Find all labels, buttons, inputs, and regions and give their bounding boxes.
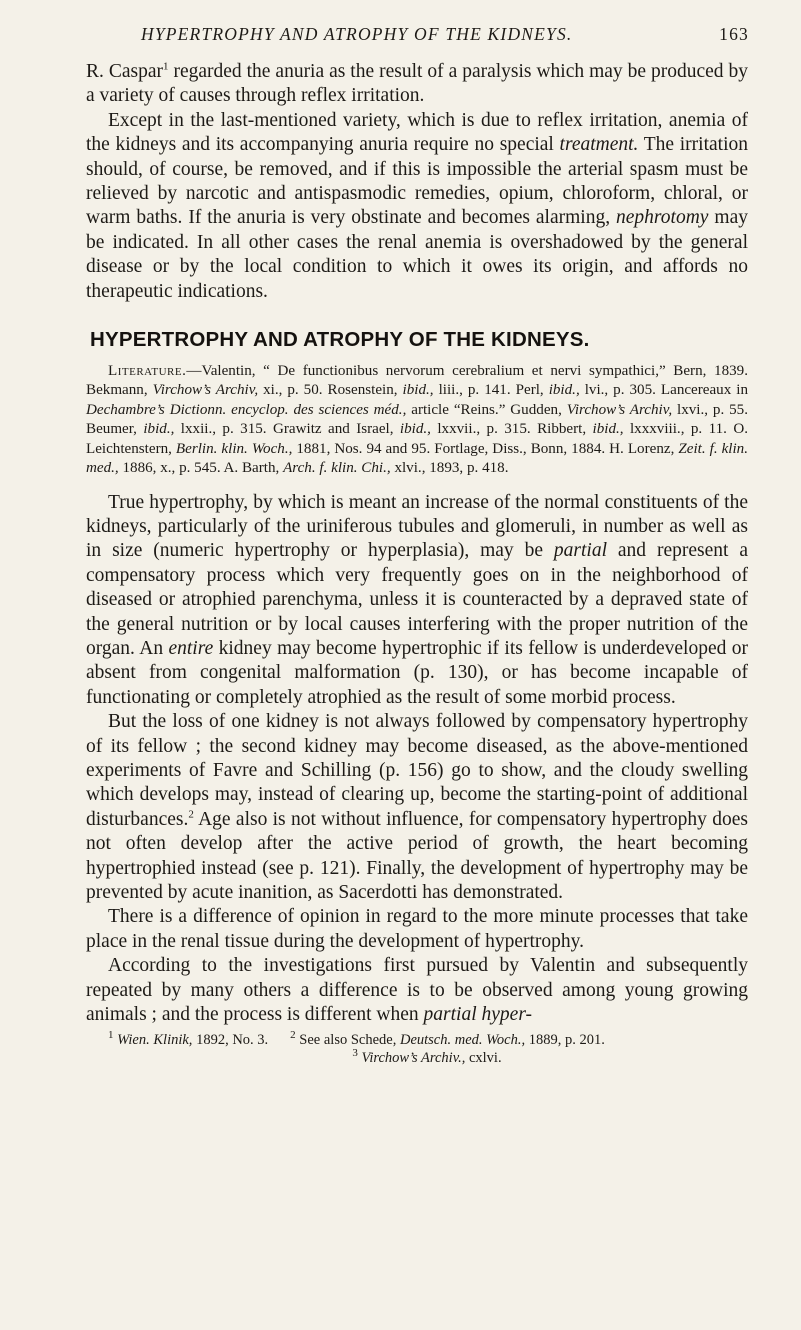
footnote-1-source: Wien. Klinik, <box>117 1032 193 1049</box>
paragraph-caspar <box>86 60 748 109</box>
footnote-3-source: Virchow’s Archiv., <box>361 1050 466 1067</box>
paragraph-loss-of-kidney <box>86 710 748 905</box>
literature-label: Literature. <box>108 363 187 380</box>
italic-treatment: treatment. <box>559 134 639 156</box>
footnote-2-source: Deutsch. med. Woch., <box>399 1032 526 1049</box>
para2-text-a: Except in the last-mentioned variety, which is due to reflex irritation, anemia of the kidneys and its accompanying anuria require no special <box>86 109 748 156</box>
footnote-3-text: cxlvi. <box>465 1050 502 1067</box>
footnote-marker-1: 1 <box>108 1029 114 1042</box>
lit-text: 1881, Nos. 94 and 95. Fortlage, Diss., Bonn, 1884. H. Lorenz, <box>292 440 679 457</box>
lit-text: lvi., p. 305. Lancereaux in <box>579 382 749 399</box>
para1-text-b: regarded the anuria as the result of a paralysis which may be produced by a variety of causes through reflex irritation. <box>86 61 748 107</box>
footnote-line-2 <box>86 1049 748 1067</box>
lit-text: lxxvii., p. 315. Ribbert, <box>430 421 593 438</box>
footnote-ref-2: 2 <box>188 808 194 821</box>
paragraph-valentin <box>86 954 748 1027</box>
para2-text-b: The irritation should, of course, be removed, and if this is impossible the arterial spasm must be relieved by narcotic and antispasmodic remedies, opium, chloroform, chloral, or warm baths. If the anuria is very obstinate and becomes alarming, <box>86 134 748 229</box>
lit-text: liii., p. 141. Perl, <box>433 382 549 399</box>
para3-text-c: kidney may become hypertrophic if its fellow is underdeveloped or absent from congenital malformation (p. 130), or has become incapable of functionating or completely atrophied as the result of some morbid process. <box>86 637 748 708</box>
lit-text: xi., p. 50. Rosenstein, <box>258 382 403 399</box>
page-body <box>86 60 748 1067</box>
footnote-ref-1: 1 <box>163 60 169 73</box>
paragraph-difference-of-opinion: There is a difference of opinion in regard to the more minute processes that take place in the renal tissue during the development of hypertrophy. <box>86 906 748 952</box>
footnote-marker-3: 3 <box>352 1047 358 1060</box>
italic-nephrotomy: nephrotomy <box>616 207 709 229</box>
lit-italic: ibid., <box>399 421 431 438</box>
lit-text: lxxxviii., p. 11. O. Leichtenstern, <box>86 421 748 457</box>
section-heading: HYPERTROPHY AND ATROPHY OF THE KIDNEYS. <box>90 328 590 352</box>
italic-partial: partial <box>553 540 607 562</box>
footnote-line-1 <box>86 1031 748 1049</box>
lit-text: 1886, x., p. 545. A. Barth, <box>118 460 284 477</box>
para1-text-a: R. Caspar <box>86 61 163 82</box>
para3-text-a: True hypertrophy, by which is meant an increase of the normal constituents of the kidneys, particularly of the uriniferous tubules and glomeruli, in number as well as in size (numeric hypertrophy or hyperplasia), may be <box>86 491 748 562</box>
footnote-1-text: 1892, No. 3. <box>192 1032 269 1049</box>
lit-text: lxxii., p. 315. Grawitz and Israel, <box>174 421 400 438</box>
italic-partial-hyper: partial hyper- <box>423 1004 533 1026</box>
paragraph-treatment <box>86 109 748 304</box>
lit-text: xlvi., 1893, p. 418. <box>390 460 509 477</box>
page-number: 163 <box>719 24 749 44</box>
literature-list <box>86 362 748 478</box>
lit-italic: ibid., <box>402 382 434 399</box>
lit-italic: Virchow’s Archiv, <box>566 401 673 418</box>
footnote-2-text-b: 1889, p. 201. <box>525 1032 605 1049</box>
lit-text: lxvi., p. 55. Beumer, <box>86 401 748 438</box>
lit-italic: ibid., <box>592 421 624 438</box>
lit-italic: Dechambre’s Dictionn. encyclop. des sciences méd., <box>86 401 407 418</box>
lit-italic: ibid., <box>143 421 175 438</box>
lit-text: —Valentin, “ De functionibus nervorum cerebralium et nervi sympathici,” Bern, 1839. Bekmann, <box>86 363 748 399</box>
para4-text-a: But the loss of one kidney is not always followed by compensatory hypertrophy of its fellow ; the second kidney may become diseased, as the above-mentioned experiments of Favre and Schilling (p. 156) go to show, and the cloudy swelling which develops may, instead of clearing up, become the starting-point of additional disturbances. <box>86 711 748 830</box>
footnote-2-text: See also Schede, <box>295 1032 400 1049</box>
running-head <box>86 18 749 48</box>
running-title: HYPERTROPHY AND ATROPHY OF THE KIDNEYS. <box>141 24 573 44</box>
para2-text-c: may be indicated. In all other cases the renal anemia is overshadowed by the general disease or by the local condition to which it owes its origin, and affords no therapeutic indications. <box>86 207 748 302</box>
para3-text-b: and represent a compensatory process which very frequently goes on in the neighborhood of diseased or atrophied parenchyma, unless it is counteracted by a depraved state of the general nutrition or by local causes interfering with the proper nutrition of the organ. An <box>86 540 748 659</box>
lit-italic: Virchow’s Archiv, <box>152 382 259 399</box>
lit-italic: Zeit. f. klin. med., <box>86 440 748 477</box>
italic-entire: entire <box>168 637 214 659</box>
para6-text-a: According to the investigations first pursued by Valentin and subsequently repeated by many others a difference is to be observed among young growing animals ; and the process is different when <box>86 955 748 1026</box>
paragraph-true-hypertrophy <box>86 491 748 711</box>
lit-italic: ibid., <box>548 382 580 399</box>
lit-italic: Arch. f. klin. Chi., <box>283 460 391 477</box>
footnotes <box>86 1031 748 1067</box>
para4-text-b: Age also is not without influence, for compensatory hypertrophy does not often develop after the active period of growth, the heart becoming hypertrophied instead (see p. 121). Finally, the development of hypertrophy may be prevented by acute inanition, as Sacerdotti has demonstrated. <box>86 808 748 903</box>
lit-italic: Berlin. klin. Woch., <box>175 440 293 457</box>
lit-text: article “Reins.” Gudden, <box>406 401 567 418</box>
footnote-marker-2: 2 <box>290 1029 296 1042</box>
